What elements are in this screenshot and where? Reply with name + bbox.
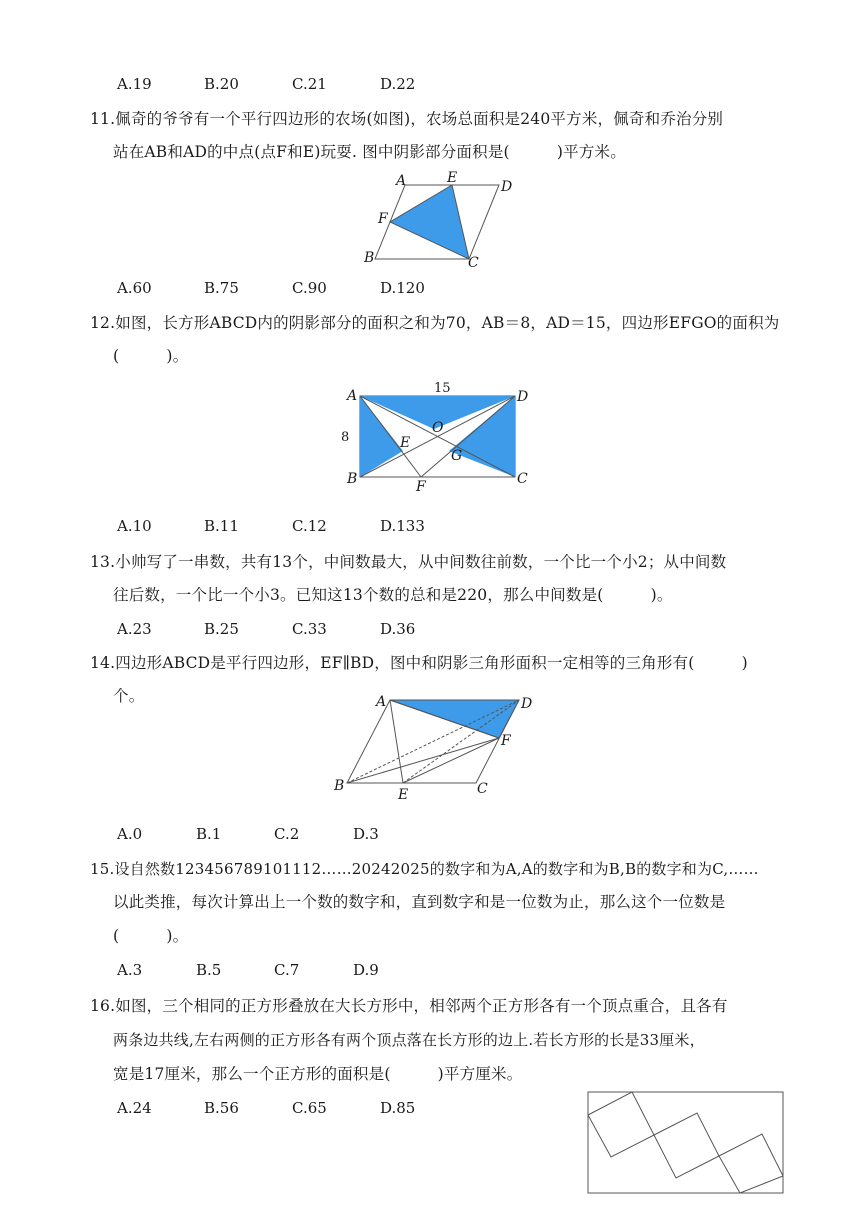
q14-label-c: C [477, 781, 488, 797]
q14-option-a: A.0 [117, 825, 143, 843]
q11-shaded-triangle [390, 185, 469, 259]
q12-label-c: C [517, 471, 528, 487]
q16-text-line2: 两条边共线,左右两侧的正方形各有两个顶点落在长方形的边上.若长方形的长是33厘米， [113, 1031, 705, 1049]
q16-square-left [588, 1092, 654, 1157]
q11-option-a: A.60 [117, 279, 152, 297]
q14-label-a: A [376, 694, 387, 710]
q15-text-line1: 15.设自然数123456789101112……20242025的数字和为A,A的数字和为B,B的数字和为C,…… [90, 860, 759, 878]
q12-label-f: F [416, 479, 426, 495]
q16-option-b: B.56 [204, 1099, 239, 1117]
q14-label-f: F [501, 733, 511, 749]
q11-label-c: C [468, 255, 479, 270]
q12-label-o: O [432, 420, 444, 436]
q10-option-c: C.21 [292, 75, 327, 93]
q11-figure [360, 168, 520, 270]
q16-option-c: C.65 [292, 1099, 327, 1117]
q12-width-label: 8 [341, 430, 350, 445]
q11-label-a: A [396, 173, 407, 189]
q12-figure [335, 376, 535, 496]
q15-option-d: D.9 [353, 961, 379, 979]
q11-label-e: E [447, 170, 458, 186]
q14-option-b: B.1 [196, 825, 222, 843]
q13-option-a: A.23 [117, 620, 152, 638]
q12-option-a: A.10 [117, 517, 152, 535]
q16-square-middle [654, 1113, 719, 1178]
q15-option-b: B.5 [196, 961, 222, 979]
q12-label-b: B [347, 471, 358, 487]
q16-rectangle [588, 1092, 783, 1193]
q12-label-a: A [347, 388, 358, 404]
q13-option-d: D.36 [380, 620, 416, 638]
q15-text-line2: 以此类推，每次计算出上一个数的数字和，直到数字和是一位数为止，那么这个一位数是 [113, 893, 726, 911]
q14-text-line2: 个。 [113, 687, 145, 705]
q12-text-line1: 12.如图，长方形ABCD内的阴影部分的面积之和为70，AB＝8，AD＝15，四边形EFGO的面积为 [90, 314, 780, 332]
q14-option-c: C.2 [274, 825, 300, 843]
q16-square-right [719, 1134, 783, 1193]
q13-option-b: B.25 [204, 620, 239, 638]
q15-text-line3: ( )。 [113, 927, 189, 945]
q12-option-b: B.11 [204, 517, 239, 535]
q15-option-c: C.7 [274, 961, 300, 979]
q11-option-d: D.120 [380, 279, 425, 297]
q14-shaded-triangle [390, 700, 519, 738]
q12-label-d: D [517, 389, 529, 405]
q12-option-d: D.133 [380, 517, 425, 535]
q11-option-b: B.75 [204, 279, 239, 297]
q13-text-line1: 13.小帅写了一串数，共有13个，中间数最大，从中间数往前数，一个比一个小2；从中间数 [90, 553, 727, 571]
q13-option-c: C.33 [292, 620, 327, 638]
q14-label-e: E [398, 787, 409, 803]
q16-text-line3: 宽是17厘米，那么一个正方形的面积是( )平方厘米。 [113, 1065, 523, 1083]
q16-figure [586, 1090, 786, 1196]
q16-option-d: D.85 [380, 1099, 416, 1117]
q12-label-e: E [400, 435, 411, 451]
q16-option-a: A.24 [117, 1099, 152, 1117]
q11-text-line1: 11.佩奇的爷爷有一个平行四边形的农场(如图)，农场总面积是240平方米，佩奇和乔治分别 [90, 110, 724, 128]
q14-label-d: D [521, 696, 533, 712]
q13-text-line2: 往后数，一个比一个小3。已知这13个数的总和是220，那么中间数是( )。 [113, 586, 673, 604]
q11-text-line2: 站在AB和AD的中点(点F和E)玩耍. 图中阴影部分面积是( )平方米。 [113, 143, 626, 161]
q11-label-b: B [364, 250, 375, 266]
q12-text-line2: ( )。 [113, 347, 189, 365]
q14-figure [330, 690, 540, 805]
q12-length-label: 15 [434, 381, 451, 396]
q12-option-c: C.12 [292, 517, 327, 535]
q14-text-line1: 14.四边形ABCD是平行四边形，EF∥BD，图中和阴影三角形面积一定相等的三角形有( ) [90, 654, 748, 672]
q16-text-line1: 16.如图，三个相同的正方形叠放在大长方形中，相邻两个正方形各有一个顶点重合，且各有 [90, 997, 728, 1015]
q10-option-d: D.22 [380, 75, 416, 93]
q10-option-a: A.19 [117, 75, 152, 93]
q11-label-f: F [378, 211, 388, 227]
q11-label-d: D [501, 179, 513, 195]
q11-option-c: C.90 [292, 279, 327, 297]
q12-label-g: G [451, 448, 463, 464]
q15-option-a: A.3 [117, 961, 143, 979]
q14-option-d: D.3 [353, 825, 379, 843]
q10-option-b: B.20 [204, 75, 239, 93]
q14-label-b: B [334, 778, 345, 794]
